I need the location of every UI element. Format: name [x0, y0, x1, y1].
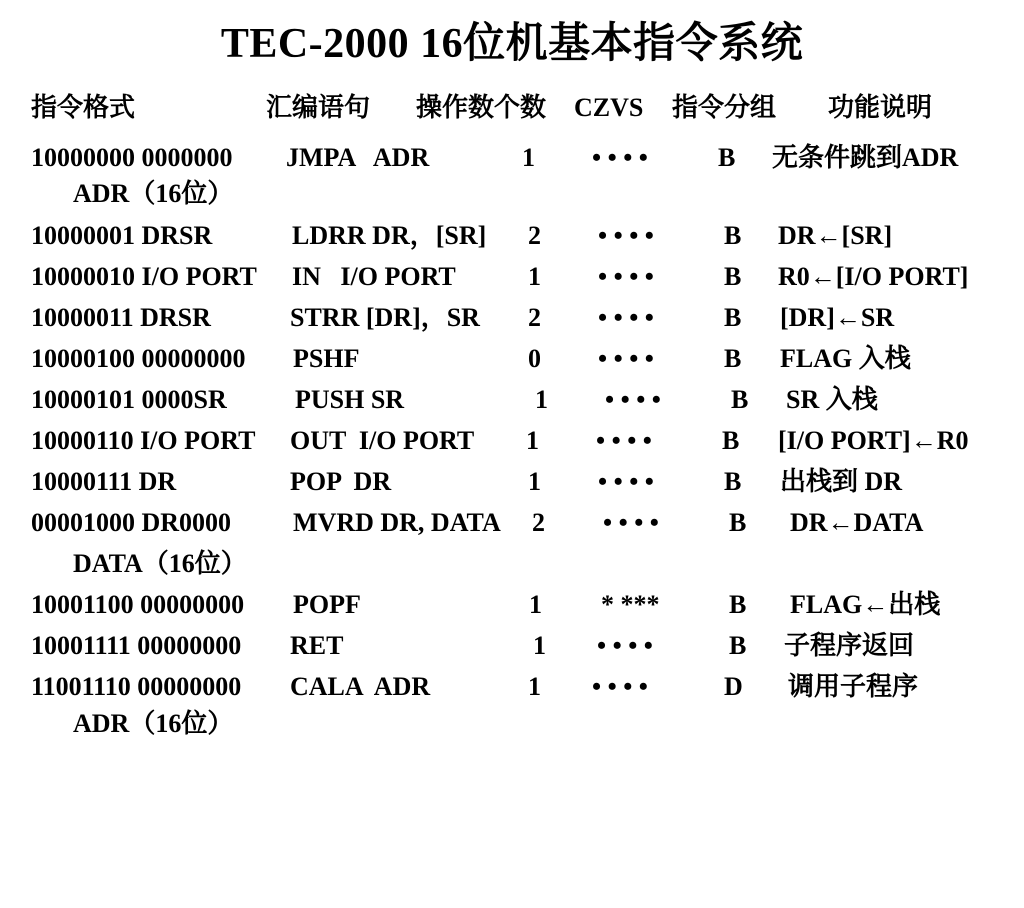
cell-function: [DR]←SR: [780, 303, 895, 332]
table-row: [0, 670, 919, 704]
cell-flags: • • • •: [598, 303, 654, 332]
cell-asm: STRR [DR]，SR: [290, 303, 480, 332]
cell-function: 无条件跳到ADR: [772, 143, 959, 172]
cell-group: B: [724, 303, 742, 332]
cell-format: 10000100 00000000: [31, 344, 246, 373]
table-row: [0, 588, 941, 622]
cell-group: B: [731, 385, 749, 414]
cell-operands: 1: [528, 467, 541, 496]
cell-flags: • • • •: [598, 467, 654, 496]
cell-asm: MVRD DR, DATA: [293, 508, 501, 537]
cell-group: B: [729, 590, 747, 619]
cell-function: 子程序返回: [784, 631, 915, 660]
cell-operands: 1: [522, 143, 535, 172]
table-row: [0, 383, 878, 417]
cell-flags: • • • •: [596, 426, 652, 455]
cell-group: B: [724, 344, 742, 373]
header-function: 功能说明: [828, 93, 933, 122]
cell-operands: 1: [533, 631, 546, 660]
table-row: [0, 506, 924, 540]
cell-operands: 1: [528, 262, 541, 291]
cell-function: 调用子程序: [788, 672, 919, 701]
cell-operands: 2: [528, 303, 541, 332]
cell-function: FLAG 入栈: [780, 344, 911, 373]
cell-function: 出栈到 DR: [780, 467, 903, 496]
cell-format: 10000010 I/O PORT: [31, 262, 257, 291]
cell-group: B: [724, 221, 742, 250]
cell-group: D: [724, 672, 743, 701]
cell-function: FLAG←出栈: [790, 590, 941, 619]
cell-function: DR←DATA: [790, 508, 924, 537]
cell-flags: • • • •: [592, 143, 648, 172]
row-continuation: ADR（16位）: [73, 709, 234, 738]
cell-flags: • • • •: [603, 508, 659, 537]
cell-group: B: [729, 508, 747, 537]
cell-group: B: [718, 143, 736, 172]
cell-format: 00001000 DR0000: [31, 508, 232, 537]
table-row: [0, 219, 893, 253]
table-row: [0, 141, 959, 175]
header-asm: 汇编语句: [266, 93, 371, 122]
cell-asm: POPF: [293, 590, 361, 619]
cell-flags: • • • •: [597, 631, 653, 660]
row-continuation: ADR（16位）: [73, 179, 234, 208]
cell-operands: 0: [528, 344, 541, 373]
table-row: [0, 465, 903, 499]
cell-flags: • • • •: [598, 262, 654, 291]
cell-format: 10001111 00000000: [31, 631, 242, 660]
cell-asm: CALA ADR: [290, 672, 431, 701]
cell-asm: LDRR DR，[SR]: [292, 221, 487, 250]
cell-flags: • • • •: [605, 385, 661, 414]
cell-operands: 1: [528, 672, 541, 701]
cell-group: B: [722, 426, 740, 455]
header-flags: CZVS: [574, 93, 644, 122]
cell-flags: • • • •: [598, 344, 654, 373]
cell-group: B: [724, 467, 742, 496]
table-row: [0, 301, 895, 335]
header-operands: 操作数个数: [416, 93, 547, 122]
page-title: TEC-2000 16位机基本指令系统: [220, 21, 804, 67]
cell-group: B: [724, 262, 742, 291]
header-format: 指令格式: [31, 93, 136, 122]
cell-format: 10000000 0000000: [31, 143, 233, 172]
header-group: 指令分组: [672, 93, 777, 122]
cell-format: 11001110 00000000: [31, 672, 242, 701]
table-row: [0, 424, 969, 458]
cell-asm: PSHF: [293, 344, 360, 373]
cell-format: 10000001 DRSR: [31, 221, 213, 250]
cell-asm: PUSH SR: [295, 385, 405, 414]
cell-asm: IN I/O PORT: [292, 262, 456, 291]
cell-operands: 1: [529, 590, 542, 619]
cell-operands: 1: [526, 426, 539, 455]
table-row: [0, 342, 911, 376]
table-row: [0, 629, 915, 663]
cell-asm: POP DR: [290, 467, 392, 496]
cell-function: [I/O PORT]←R0: [778, 426, 969, 455]
cell-format: 10001100 00000000: [31, 590, 245, 619]
table-row: [0, 260, 969, 294]
cell-flags: • • • •: [592, 672, 648, 701]
row-continuation: DATA（16位）: [73, 549, 247, 578]
cell-operands: 2: [528, 221, 541, 250]
cell-flags: * ***: [601, 590, 660, 619]
cell-group: B: [729, 631, 747, 660]
cell-format: 10000011 DRSR: [31, 303, 211, 332]
cell-format: 10000101 0000SR: [31, 385, 227, 414]
cell-flags: • • • •: [598, 221, 654, 250]
cell-format: 10000110 I/O PORT: [31, 426, 256, 455]
cell-asm: OUT I/O PORT: [290, 426, 475, 455]
cell-asm: RET: [290, 631, 344, 660]
cell-asm: JMPA ADR: [286, 143, 430, 172]
cell-operands: 2: [532, 508, 545, 537]
cell-function: DR←[SR]: [778, 221, 893, 250]
cell-format: 10000111 DR: [31, 467, 177, 496]
cell-operands: 1: [535, 385, 548, 414]
cell-function: SR 入栈: [786, 385, 878, 414]
cell-function: R0←[I/O PORT]: [778, 262, 969, 291]
